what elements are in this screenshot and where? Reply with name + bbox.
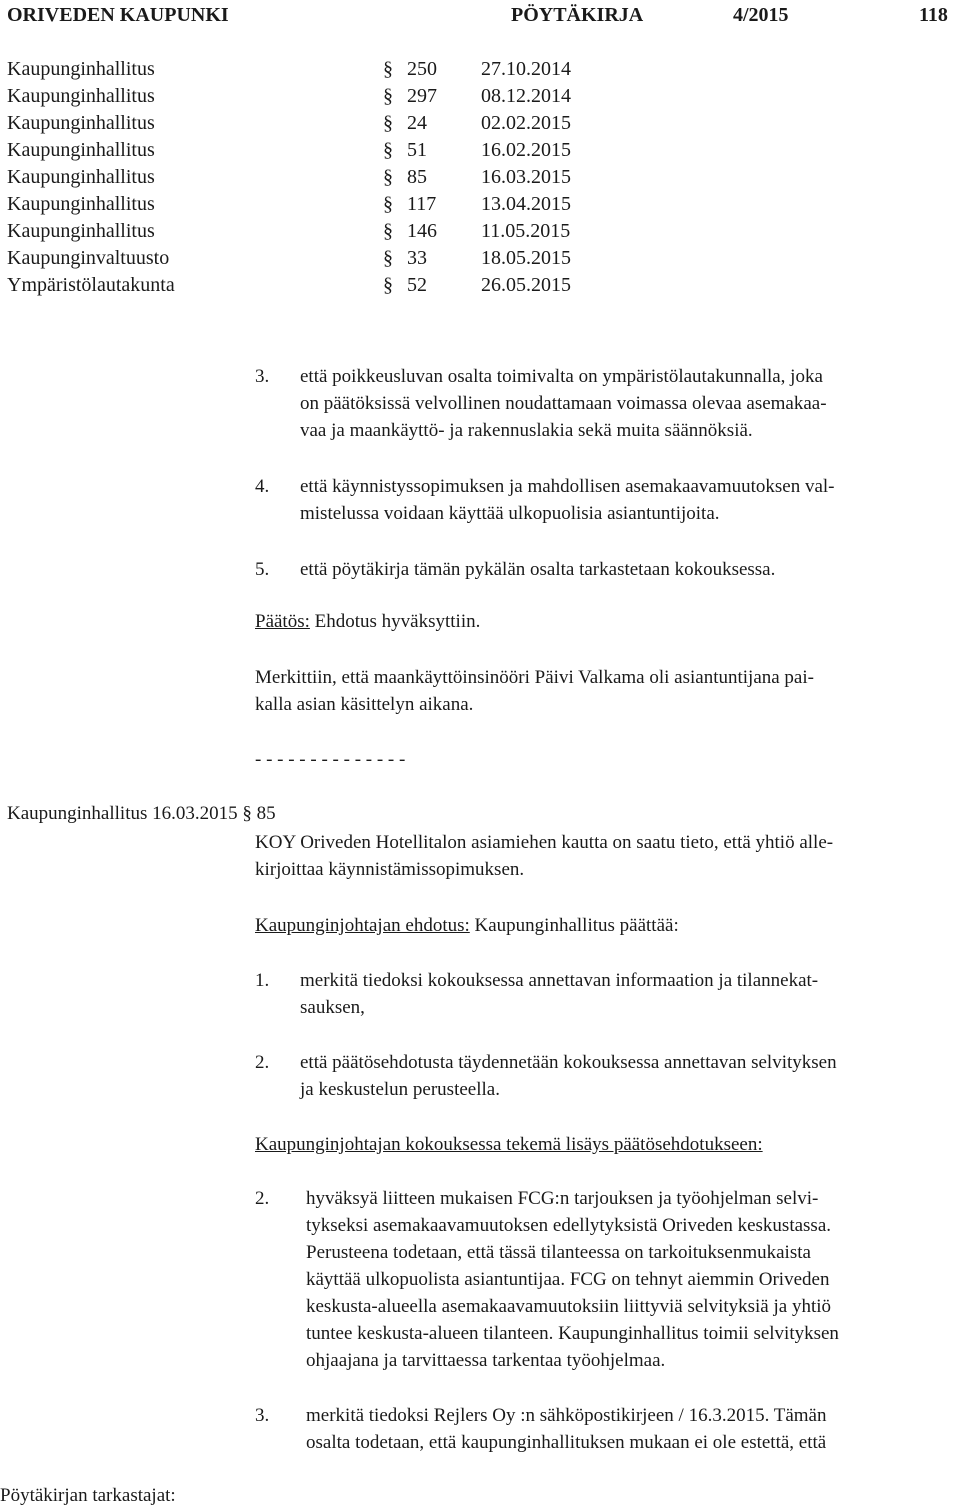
section-number: 250 <box>407 58 437 80</box>
proposal-item-1-line-1: merkitä tiedoksi kokouksessa annettavan informaation ja tilannekat- <box>300 970 819 991</box>
addition-item-2-line-2: tykseksi asemakaavamuutoksen edellytyksistä Oriveden keskustassa. <box>306 1215 832 1236</box>
section-sign: § <box>383 85 393 107</box>
note-line-1: Merkittiin, että maankäyttöinsinööri Päivi Valkama oli asiantuntijana pai- <box>255 667 814 688</box>
section-sign: § <box>383 220 393 242</box>
table-row <box>7 164 647 191</box>
table-row <box>7 218 647 245</box>
decision <box>255 608 480 635</box>
addition-item-2-line-1: hyväksyä liitteen mukaisen FCG:n tarjouksen ja työohjelman selvi- <box>306 1188 819 1209</box>
footer-reviewers: Pöytäkirjan tarkastajat: <box>0 1485 176 1506</box>
meeting-date: 16.03.2015 <box>481 166 571 188</box>
section-sign: § <box>383 166 393 188</box>
item-number: 2. <box>255 1188 270 1209</box>
body-name: Kaupunginhallitus <box>7 139 155 161</box>
addition-item-2-line-5: keskusta-alueella asemakaavamuutoksiin liittyviä selvityksiä ja yhtiö <box>306 1296 832 1317</box>
table-row <box>7 245 647 272</box>
table-row <box>7 272 647 299</box>
table-row <box>7 110 647 137</box>
section-sign: § <box>383 193 393 215</box>
addition-heading: Kaupunginjohtajan kokouksessa tekemä lisäys päätösehdotukseen: <box>255 1134 763 1155</box>
item-number: 3. <box>255 1405 270 1426</box>
intro-line-2: kirjoittaa käynnistämissopimuksen. <box>255 859 525 880</box>
item-3-line-1: että poikkeusluvan osalta toimivalta on ympäristölautakunnalla, joka <box>300 366 823 387</box>
separator: - - - - - - - - - - - - - - <box>255 749 406 770</box>
meeting-date: 08.12.2014 <box>481 85 571 107</box>
body-name: Kaupunginhallitus <box>7 193 155 215</box>
meeting-date: 18.05.2015 <box>481 247 571 269</box>
body-name: Ympäristölautakunta <box>7 274 175 296</box>
meeting-heading: Kaupunginhallitus 16.03.2015 § 85 <box>7 803 276 824</box>
section-number: 52 <box>407 274 427 296</box>
item-4-line-1: että käynnistyssopimuksen ja mahdollisen asemakaavamuutoksen val- <box>300 476 835 497</box>
section-number: 33 <box>407 247 427 269</box>
document-header <box>0 0 960 30</box>
addition-item-3-line-1: merkitä tiedoksi Rejlers Oy :n sähköpostikirjeen / 16.3.2015. Tämän <box>306 1405 827 1426</box>
section-sign: § <box>383 139 393 161</box>
section-number: 297 <box>407 85 437 107</box>
section-sign: § <box>383 58 393 80</box>
table-row <box>7 191 647 218</box>
item-5-line-1: että pöytäkirja tämän pykälän osalta tarkastetaan kokouksessa. <box>300 559 776 580</box>
item-4-line-2: mistelussa voidaan käyttää ulkopuolisia asiantuntijoita. <box>300 503 720 524</box>
body-name: Kaupunginhallitus <box>7 220 155 242</box>
proposal-item-2-line-2: ja keskustelun perusteella. <box>300 1079 500 1100</box>
issue-number: 4/2015 <box>733 4 789 26</box>
meeting-date: 26.05.2015 <box>481 274 571 296</box>
section-number: 146 <box>407 220 437 242</box>
addition-item-2-line-6: tuntee keskusta-alueen tilanteen. Kaupunginhallitus toimii selvityksen <box>306 1323 839 1344</box>
section-number: 24 <box>407 112 427 134</box>
meeting-date: 11.05.2015 <box>481 220 571 242</box>
table-row <box>7 56 647 83</box>
proposal-text: Kaupunginhallitus päättää: <box>469 915 679 936</box>
intro-line-1: KOY Oriveden Hotellitalon asiamiehen kautta on saatu tieto, että yhtiö alle- <box>255 832 834 853</box>
body-name: Kaupunginhallitus <box>7 85 155 107</box>
section-sign: § <box>383 274 393 296</box>
body-name: Kaupunginhallitus <box>7 112 155 134</box>
proposal-item-1-line-2: sauksen, <box>300 997 365 1018</box>
proposal-label: Kaupunginjohtajan ehdotus: <box>255 915 470 936</box>
addition-item-2-line-7: ohjaajana ja tarvittaessa tarkentaa työohjelmaa. <box>306 1350 666 1371</box>
decision-label: Päätös: <box>255 611 310 632</box>
note-line-2: kalla asian käsittelyn aikana. <box>255 694 474 715</box>
addition-item-2-line-4: käyttää ulkopuolista asiantuntijaa. FCG on tehnyt aiemmin Oriveden <box>306 1269 830 1290</box>
meeting-date: 27.10.2014 <box>481 58 571 80</box>
body-name: Kaupunginhallitus <box>7 166 155 188</box>
item-number: 1. <box>255 970 270 991</box>
table-row <box>7 137 647 164</box>
item-number: 3. <box>255 366 270 387</box>
org-name: ORIVEDEN KAUPUNKI <box>7 4 229 26</box>
table-row <box>7 83 647 110</box>
section-number: 51 <box>407 139 427 161</box>
section-number: 85 <box>407 166 427 188</box>
proposal-item-2-line-1: että päätösehdotusta täydennetään kokouksessa annettavan selvityksen <box>300 1052 837 1073</box>
page-number: 118 <box>919 4 948 26</box>
addition-item-3-line-2: osalta todetaan, että kaupunginhallituksen mukaan ei ole estettä, että <box>306 1432 827 1453</box>
meeting-date: 16.02.2015 <box>481 139 571 161</box>
document-type: PÖYTÄKIRJA <box>511 4 644 26</box>
decision-text: Ehdotus hyväksyttiin. <box>309 611 481 632</box>
body-name: Kaupunginhallitus <box>7 58 155 80</box>
proposal <box>255 912 679 939</box>
addition-item-2-line-3: Perusteena todetaan, että tässä tilanteessa on tarkoituksenmukaista <box>306 1242 811 1263</box>
item-number: 4. <box>255 476 270 497</box>
body-name: Kaupunginvaltuusto <box>7 247 170 269</box>
item-3-line-2: on päätöksissä velvollinen noudattamaan voimassa olevaa asemakaa- <box>300 393 827 414</box>
section-number: 117 <box>407 193 437 215</box>
item-number: 5. <box>255 559 270 580</box>
meeting-date: 02.02.2015 <box>481 112 571 134</box>
item-number: 2. <box>255 1052 270 1073</box>
item-3-line-3: vaa ja maankäyttö- ja rakennuslakia sekä muita säännöksiä. <box>300 420 753 441</box>
meeting-date: 13.04.2015 <box>481 193 571 215</box>
section-sign: § <box>383 112 393 134</box>
section-sign: § <box>383 247 393 269</box>
